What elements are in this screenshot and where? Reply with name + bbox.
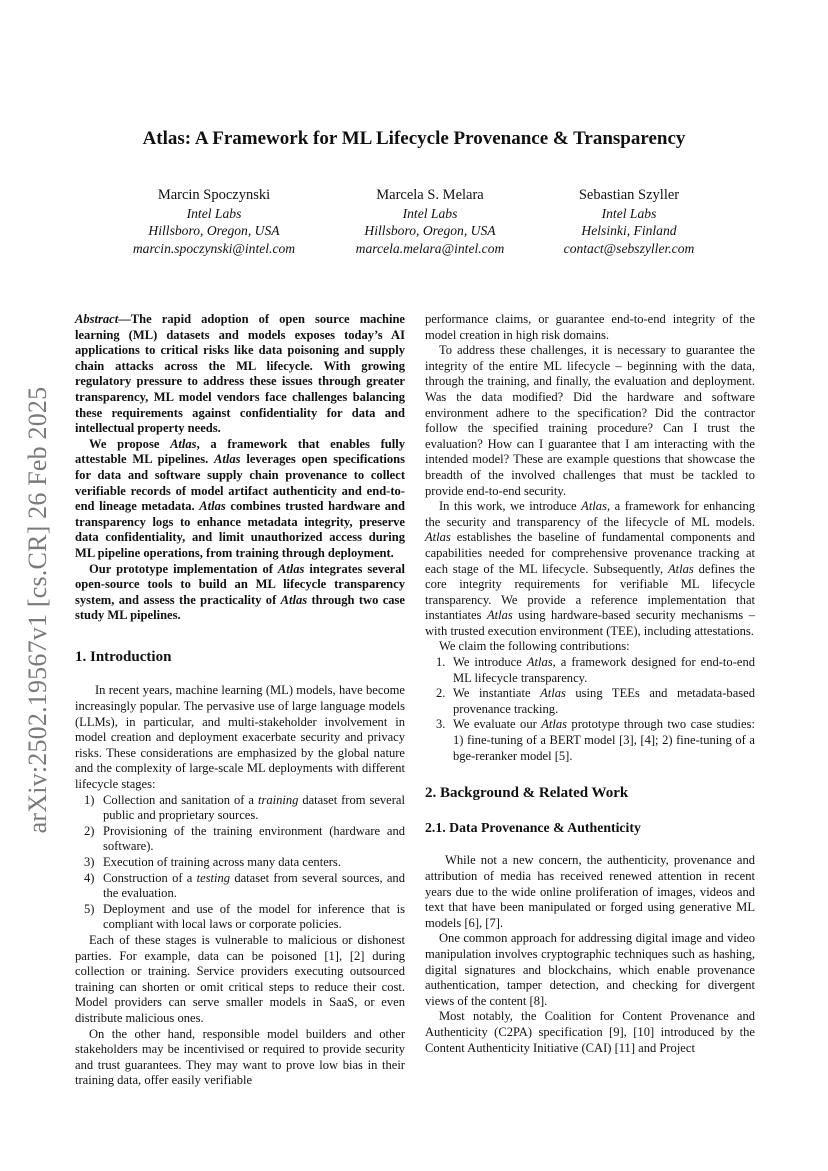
- list-number: 3): [84, 855, 95, 869]
- list-emph: training: [257, 792, 299, 807]
- lifecycle-stages-list: [75, 793, 405, 933]
- body-text: defines the core integrity requirements for verifiable ML lifecycle transparency. We provide a reference implementation that instantiates: [425, 561, 755, 623]
- abstract-text: We propose: [89, 436, 171, 451]
- abstract-p2: [75, 437, 405, 562]
- abstract-p1: [75, 312, 405, 437]
- abstract-text: integrates several open-source tools to build an ML lifecycle transparency system, and assess the practicality of: [75, 561, 405, 607]
- atlas-name: Atlas: [486, 608, 513, 623]
- author-location: Hillsboro, Oregon, USA: [148, 223, 280, 238]
- atlas-name: Atlas: [170, 436, 197, 451]
- abstract-text: through two case study ML pipelines.: [75, 592, 406, 623]
- list-number: 5): [84, 901, 95, 916]
- list-emph: Atlas: [526, 655, 553, 670]
- left-column: [75, 312, 405, 1089]
- list-text: Construction of a: [103, 870, 197, 885]
- abstract-label: Abstract: [75, 312, 119, 326]
- author-org: Intel Labs: [601, 205, 657, 221]
- author-org: Intel Labs: [402, 205, 458, 221]
- list-emph: testing: [196, 870, 231, 885]
- subsection-heading-provenance: 2.1. Data Provenance & Authenticity: [425, 819, 641, 835]
- intro-p5: [425, 499, 755, 639]
- author-name: Sebastian Szyller: [578, 187, 680, 203]
- author-2: [320, 187, 540, 257]
- abstract-text-1: —The rapid adoption of open source machine learning (ML) datasets and models exposes today’s AI applications to critical risks like data poisoning and supply chain attacks across the ML lifecycle. With growing regulatory pressure to address these issues through greater transparency, ML model vendors face challenges balancing these requirements against confidentiality for data and intellectual property needs.: [75, 312, 405, 436]
- list-text: Collection and sanitation of a: [103, 792, 258, 807]
- list-item: [425, 655, 755, 686]
- intro-p1: In recent years, machine learning (ML) models, have become increasingly popular. The pervasive use of large language models (LLMs), in particular, and multi-stakeholder involvement in model creation and deployment exacerbate security and privacy risks. These considerations are emphasized by the global nature and the complexity of large-scale ML deployments with different lifecycle stages:: [75, 683, 405, 792]
- list-item: [425, 717, 755, 764]
- contributions-list: [425, 655, 755, 764]
- background-p1: While not a new concern, the authenticity, provenance and attribution of media has received renewed attention in recent years due to the wide online proliferation of images, videos and text that have been manipulated or forged using generative ML models [6], [7].: [425, 853, 755, 930]
- paper-title: Atlas: A Framework for ML Lifecycle Provenance & Transparency: [142, 128, 686, 149]
- author-email: marcela.melara@intel.com: [355, 240, 505, 256]
- atlas-name: Atlas: [199, 499, 226, 514]
- atlas-name: Atlas: [280, 592, 308, 607]
- author-1: [104, 187, 324, 257]
- intro-p3-continued: performance claims, or guarantee end-to-end integrity of the model creation in high risk domains.: [425, 312, 755, 342]
- abstract-text: combines trusted hardware and transparency logs to enhance metadata integrity, preserve data confidentiality, and limit unauthorized access during ML pipeline operations, from training through deployment.: [75, 499, 405, 560]
- author-location: Helsinki, Finland: [581, 223, 677, 238]
- body-text: In this work, we introduce: [439, 499, 582, 514]
- intro-p4: To address these challenges, it is necessary to guarantee the integrity of the entire ML lifecycle – beginning with the data, through the training, and finally, the evaluation and deployment. Was the data modified? Did the hardware and software environment adhere to the specification? Did the contractor follow the specified training procedure? Can I trust the evaluation? How can I guarantee that I am interacting with the intended model? These are example questions that showcase the breadth of the involved challenges that must be tackled to provide end-to-end security.: [425, 343, 755, 498]
- intro-p6: We claim the following contributions:: [439, 639, 630, 654]
- background-p3: Most notably, the Coalition for Content Provenance and Authenticity (C2PA) specification [9], [10] introduced by the Content Authenticity Initiative (CAI) [11] and Project: [425, 1009, 755, 1055]
- list-number: 3.: [436, 717, 446, 732]
- author-email: marcin.spoczynski@intel.com: [132, 240, 296, 256]
- list-item: [75, 871, 405, 902]
- atlas-name: Atlas: [581, 499, 607, 514]
- list-text: We evaluate our: [453, 717, 542, 732]
- intro-p2: Each of these stages is vulnerable to malicious or dishonest parties. For example, data can be poisoned [1], [2] during collection or training. Service providers executing outsourced training can shorten or omit critical steps to reduce their cost. Model providers can serve smaller models in SaaS, or even distribute malicious ones.: [75, 932, 405, 1025]
- section-heading-introduction: 1. Introduction: [75, 648, 172, 665]
- list-item: [75, 793, 405, 824]
- list-text: Execution of training across many data centers.: [103, 855, 341, 869]
- abstract-text: leverages open specifications for data and software supply chain provenance to collect verifiable records of model artifact authenticity and end-to-end lineage metadata.: [75, 452, 406, 514]
- body-text: using hardware-based security mechanisms – with trusted execution environment (TEE), including attestations.: [425, 608, 755, 638]
- author-name: Marcela S. Melara: [376, 187, 484, 203]
- atlas-name: Atlas: [667, 561, 694, 576]
- list-text: Deployment and use of the model for inference that is compliant with local laws or corporate policies.: [103, 901, 405, 932]
- list-item: [75, 824, 405, 855]
- list-number: 2): [84, 823, 95, 838]
- list-text: Provisioning of the training environment (hardware and software).: [103, 823, 405, 854]
- list-number: 4): [84, 870, 95, 885]
- section-heading-background: 2. Background & Related Work: [425, 785, 629, 802]
- list-number: 2.: [436, 686, 446, 701]
- list-text: using TEEs and metadata-based provenance tracking.: [453, 686, 756, 716]
- list-emph: Atlas: [541, 717, 567, 732]
- author-org: Intel Labs: [186, 205, 242, 221]
- list-text: dataset from several sources, and the evaluation.: [103, 870, 405, 901]
- body-text: establishes the baseline of fundamental components and capabilities needed for comprehensive provenance tracking at each stage of the ML lifecycle. Subsequently,: [425, 530, 755, 576]
- atlas-name: Atlas: [214, 452, 241, 467]
- background-p2: One common approach for addressing digital image and video manipulation involves cryptographic techniques such as hashing, digital signatures and blockchains, which enable provenance authentication, tamper detection, and checking for divergent views of the content [8].: [425, 931, 755, 1008]
- list-text: We introduce: [453, 655, 527, 670]
- author-email: contact@sebszyller.com: [563, 240, 695, 256]
- abstract-text: , a framework that enables fully attestable ML pipelines.: [75, 436, 405, 467]
- author-name: Marcin Spoczynski: [157, 187, 271, 203]
- atlas-name: Atlas: [425, 530, 451, 545]
- author-block: [0, 187, 828, 262]
- list-text: prototype through two case studies: 1) fine-tuning of a BERT model [3], [4]; 2) fine-tuning of a bge-reranker model [5].: [453, 717, 755, 763]
- abstract-p3: [75, 562, 405, 624]
- list-item: [425, 686, 755, 717]
- arxiv-id-text: arXiv:2502.19567v1 [cs.CR] 26 Feb 2025: [23, 386, 52, 834]
- abstract-text: Our prototype implementation of: [89, 561, 278, 576]
- list-number: 1): [84, 792, 95, 807]
- list-text: dataset from several public and proprietary sources.: [103, 792, 405, 823]
- list-text: We instantiate: [453, 686, 541, 701]
- list-item: [75, 902, 405, 933]
- list-number: 1.: [436, 655, 446, 670]
- list-item: [75, 855, 405, 871]
- author-location: Hillsboro, Oregon, USA: [364, 223, 496, 238]
- intro-p3: On the other hand, responsible model builders and other stakeholders may be incentivised or required to provide security and trust guarantees. They may want to prove low bias in their training data, offer easily verifiable: [75, 1026, 405, 1088]
- atlas-name: Atlas: [277, 561, 305, 576]
- right-column: [425, 312, 755, 1056]
- arxiv-sidebar-id: [18, 360, 58, 860]
- list-text: , a framework designed for end-to-end ML lifecycle transparency.: [453, 655, 755, 685]
- author-3: [519, 187, 739, 257]
- list-emph: Atlas: [540, 686, 566, 701]
- body-text: , a framework for enhancing the security and transparency of the lifecycle of ML models.: [425, 499, 755, 529]
